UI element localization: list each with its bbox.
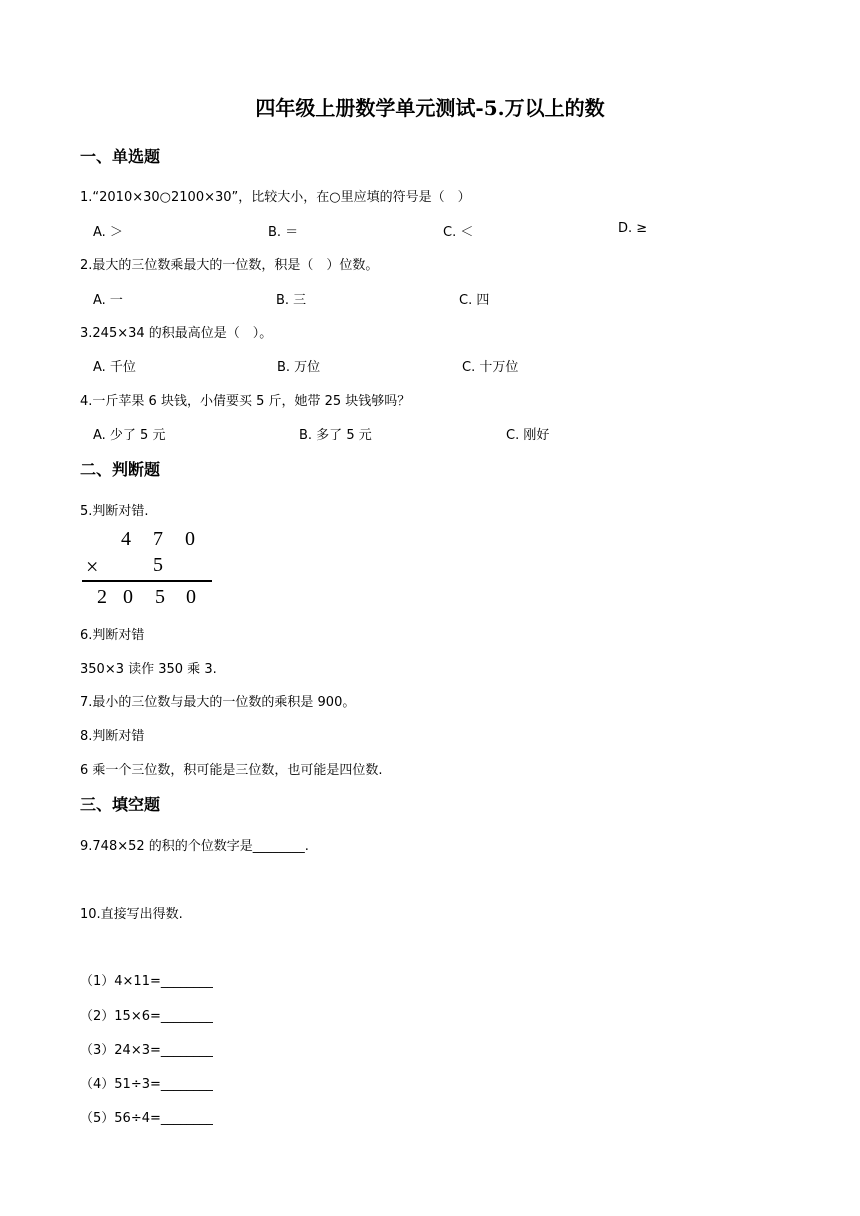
multiplicand-digit: 4 <box>121 528 131 550</box>
question-6-statement: 350×3 读作 350 乘 3. <box>80 662 217 677</box>
question-2: 2.最大的三位数乘最大的一位数，积是（ ）位数。 <box>80 258 379 273</box>
q2-option-a: A. 一 <box>93 293 123 308</box>
section-heading-fill-blank: 三、填空题 <box>80 795 161 814</box>
question-10-item: （1）4×11=________ <box>80 974 213 989</box>
q2-option-c: C. 四 <box>459 293 490 308</box>
question-1: 1.“2010×30○2100×30”，比较大小，在○里应填的符号是（ ） <box>80 190 471 205</box>
question-10-item: （3）24×3=________ <box>80 1043 213 1058</box>
q4-option-a: A. 少了 5 元 <box>93 428 166 443</box>
question-8-statement: 6 乘一个三位数，积可能是三位数，也可能是四位数. <box>80 763 383 778</box>
section-heading-single-choice: 一、单选题 <box>80 147 161 166</box>
question-4: 4.一斤苹果 6 块钱，小倩要买 5 斤，她带 25 块钱够吗？ <box>80 394 411 409</box>
section-heading-true-false: 二、判断题 <box>80 460 161 479</box>
multiplier-digit: 5 <box>153 554 163 576</box>
product-digit: 5 <box>155 586 165 608</box>
question-3: 3.245×34 的积最高位是（ ）。 <box>80 326 273 341</box>
q1-option-d: D. ≥ <box>618 221 648 236</box>
question-7: 7.最小的三位数与最大的一位数的乘积是 900。 <box>80 695 356 710</box>
question-10: 10.直接写出得数. <box>80 907 183 922</box>
page-title: 四年级上册数学单元测试-5.万以上的数 <box>255 96 605 120</box>
question-8: 8.判断对错 <box>80 729 145 744</box>
q3-option-c: C. 十万位 <box>462 360 519 375</box>
question-10-item: （2）15×6=________ <box>80 1009 213 1024</box>
question-9: 9.748×52 的积的个位数字是________. <box>80 839 309 854</box>
question-6: 6.判断对错 <box>80 628 145 643</box>
question-10-item: （4）51÷3=________ <box>80 1077 213 1092</box>
vertical-multiplication <box>80 528 214 610</box>
q3-option-a: A. 千位 <box>93 360 136 375</box>
multiplication-rule-line <box>82 580 212 582</box>
multiply-sign: × <box>86 554 99 579</box>
q3-option-b: B. 万位 <box>277 360 321 375</box>
q4-option-c: C. 刚好 <box>506 428 550 443</box>
product-digit: 0 <box>123 586 133 608</box>
q2-option-b: B. 三 <box>276 293 307 308</box>
q4-option-b: B. 多了 5 元 <box>299 428 372 443</box>
q1-option-c: C. ＜ <box>443 225 474 240</box>
question-10-item: （5）56÷4=________ <box>80 1111 213 1126</box>
q1-option-b: B. ＝ <box>268 225 299 240</box>
q1-option-a: A. ＞ <box>93 225 123 240</box>
multiplicand-digit: 7 <box>153 528 163 550</box>
product-digit: 2 <box>97 586 107 608</box>
question-5: 5.判断对错. <box>80 504 149 519</box>
multiplicand-digit: 0 <box>185 528 195 550</box>
product-digit: 0 <box>186 586 196 608</box>
